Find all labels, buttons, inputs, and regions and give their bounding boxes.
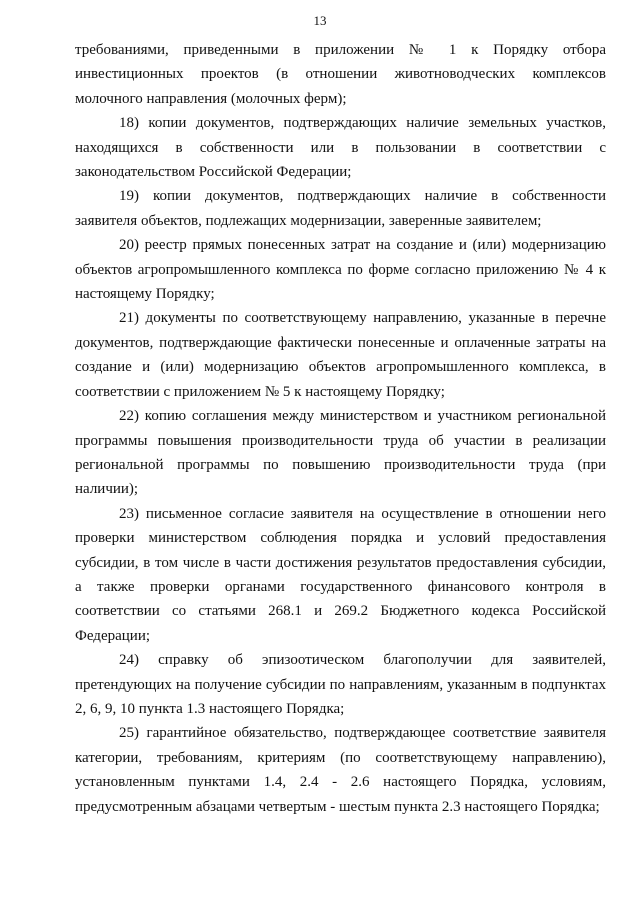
list-item-18: 18) копии документов, подтверждающих наличие земельных участков, находящихся в собственности или в пользовании в соответствии с законодательством Российской Федерации; (75, 115, 606, 181)
list-item-23: 23) письменное согласие заявителя на осуществление в отношении него проверки министерством соблюдения порядка и условий предоставления субсидии, в том числе в части достижения результатов предоставления субсидии, а также проверки органами государственного финансового контроля в соответствии со статьями 268.1 и 269.2 Бюджетного кодекса Российской Федерации; (75, 505, 606, 644)
list-item-22: 22) копию соглашения между министерством и участником региональной программы повышения производительности труда об участии в реализации региональной программы по повышению производительности труда (при наличии); (75, 408, 606, 498)
document-body (75, 38, 606, 819)
page-number: 13 (313, 13, 327, 28)
list-item-25: 25) гарантийное обязательство, подтверждающее соответствие заявителя категории, требованиям, критериям (по соответствующему направлению), установленным пунктами 1.4, 2.4 - 2.6 настоящего Порядка, условиям, предусмотренным абзацами четвертым - шестым пункта 2.3 настоящего Порядка; (75, 725, 606, 815)
paragraph-continuation: требованиями, приведенными в приложении № 1 к Порядку отбора инвестиционных проектов (в отношении животноводческих комплексов молочного направления (молочных ферм); (75, 42, 606, 107)
list-item-21: 21) документы по соответствующему направлению, указанные в перечне документов, подтверждающие фактически понесенные и оплаченные затраты на создание и (или) модернизацию объектов агропромышленного комплекса, в соответствии с приложением № 5 к настоящему Порядку; (75, 310, 606, 400)
list-item-24: 24) справку об эпизоотическом благополучии для заявителей, претендующих на получение субсидии по направлениям, указанным в подпунктах 2, 6, 9, 10 пункта 1.3 настоящего Порядка; (75, 652, 606, 717)
list-item-19: 19) копии документов, подтверждающих наличие в собственности заявителя объектов, подлежащих модернизации, заверенные заявителем; (75, 188, 606, 229)
list-item-20: 20) реестр прямых понесенных затрат на создание и (или) модернизацию объектов агропромышленного комплекса по форме согласно приложению № 4 к настоящему Порядку; (75, 237, 606, 303)
